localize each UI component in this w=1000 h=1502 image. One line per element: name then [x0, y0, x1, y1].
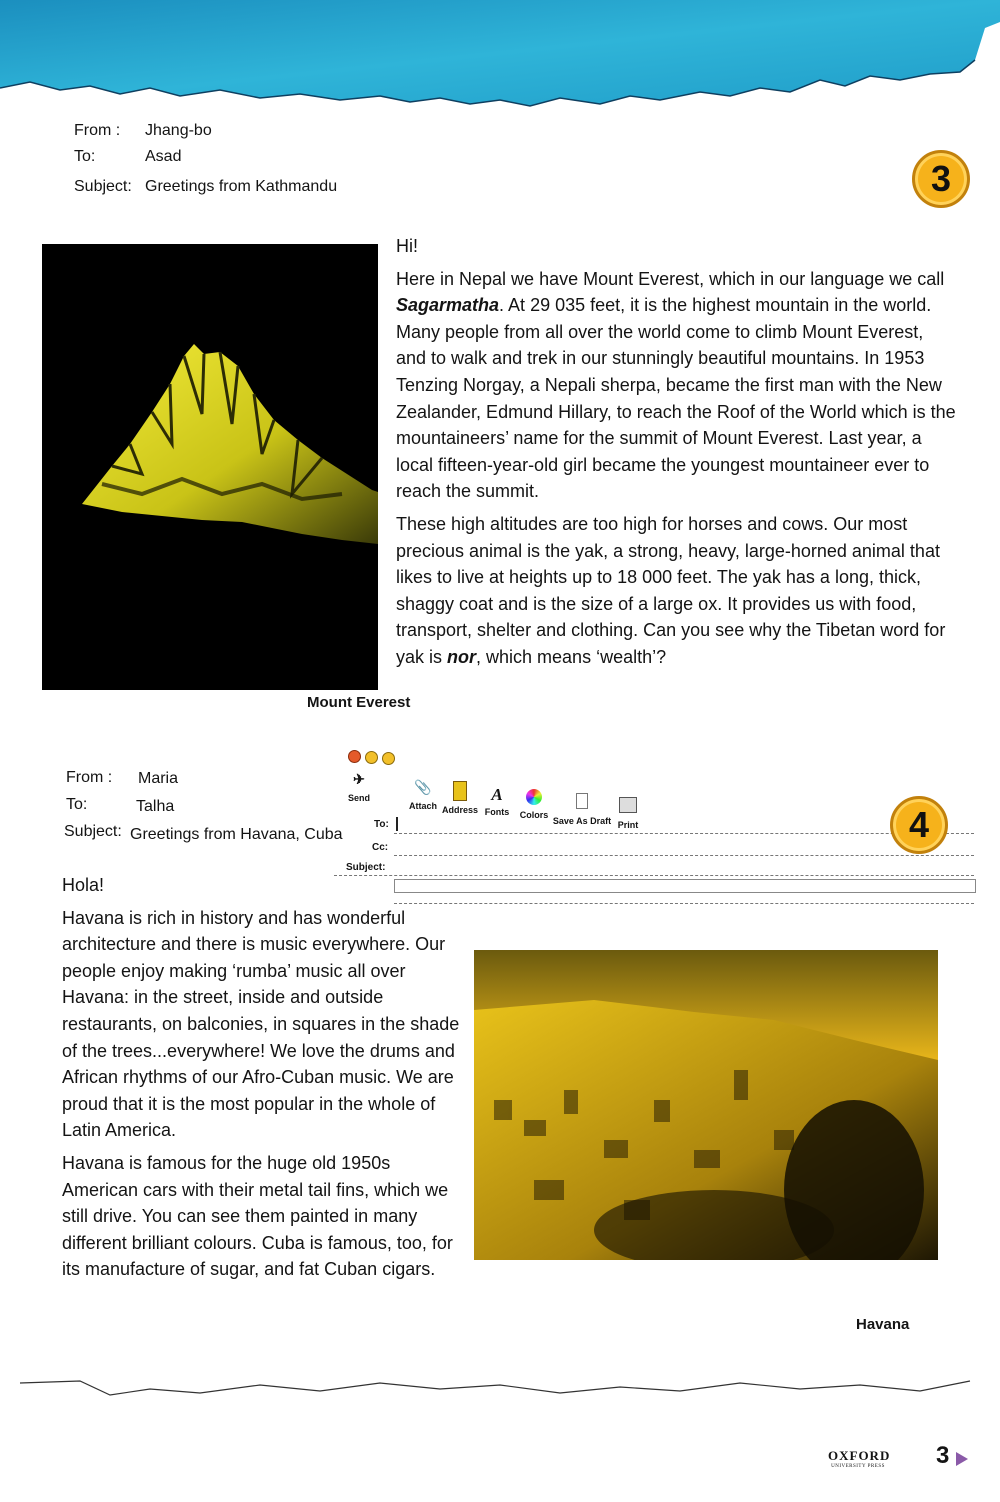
cc-field-line[interactable]: [394, 855, 974, 856]
email1-body: [396, 233, 956, 677]
send-icon: ✈: [353, 771, 365, 787]
email2-paragraph-1: Havana is rich in history and has wonderful architecture and there is music everywhere. Our people enjoy making ‘rumba’ music all over Havana: in the street, inside and outside restaurants, on balconies, in squares in the shade of the trees...everywhere! We love the drums and African rhythms of our Afro-Cuban music. We are proud that it is the most popular in the whole of Latin America.: [62, 907, 460, 1141]
section-number-badge-2: 4: [890, 796, 948, 854]
subject-label-2: Subject:: [64, 823, 122, 840]
to-value-2: Talha: [136, 798, 175, 815]
to-field-label: To:: [374, 819, 389, 830]
address-button[interactable]: Address: [440, 781, 480, 815]
page-number: 3: [936, 1442, 950, 1469]
email2-body: [62, 872, 462, 1289]
oxford-logo: [828, 1448, 891, 1469]
from-value-2: Maria: [138, 770, 179, 787]
to-field-line[interactable]: [394, 833, 974, 834]
to-field-cursor: [396, 817, 398, 831]
to-label: To:: [74, 148, 96, 165]
to-value: Asad: [145, 148, 182, 165]
torn-edge-line: [0, 1375, 1000, 1405]
havana-caption: Havana: [856, 1316, 910, 1333]
sky-banner: [0, 0, 1000, 120]
send-button[interactable]: ✈ Send: [342, 771, 376, 803]
draft-icon: [576, 793, 588, 809]
mount-everest-photo: [42, 244, 378, 690]
subject-value-2: Greetings from Havana, Cuba: [130, 826, 343, 843]
color-wheel-icon: [526, 789, 542, 805]
message-body-box[interactable]: [394, 879, 976, 893]
subject-field-label: Subject:: [346, 862, 386, 873]
printer-icon: [619, 797, 637, 813]
fonts-button[interactable]: A Fonts: [482, 785, 512, 817]
to-label-2: To:: [66, 796, 88, 813]
subject-label: Subject:: [74, 178, 132, 195]
from-value: Jhang-bo: [145, 122, 212, 139]
from-label-2: From :: [66, 769, 113, 786]
publisher-sub: UNIVERSITY PRESS: [831, 1464, 885, 1469]
save-as-draft-button[interactable]: Save As Draft: [552, 793, 612, 826]
email2-paragraph-2: Havana is famous for the huge old 1950s American cars with their metal tail fins, which we still drive. You can see them painted in many different brilliant colours. Cuba is famous, too, for its manufacture of sugar, and fat Cuban cigars.: [62, 1152, 453, 1280]
email2-greeting: Hola!: [62, 875, 105, 895]
subject-value: Greetings from Kathmandu: [145, 178, 338, 195]
email1-paragraph-1: Here in Nepal we have Mount Everest, which in our language we call Sagarmatha. At 29 035 feet, it is the highest mountain in the world. Many people from all over the world come to climb Mount Everest, and to walk and trek in our stunningly beautiful mountains. In 1953 Tenzing Norgay, a Nepali sherpa, became the first man with the New Zealander, Edmund Hillary, to reach the Roof of the World which is the mountaineers’ name for the summit of Mount Everest. Last year, a local fifteen-year-old girl became the youngest mountaineer ever to reach the summit.: [396, 268, 956, 502]
attach-button[interactable]: 📎 Attach: [404, 779, 442, 811]
print-button[interactable]: Print: [614, 797, 642, 830]
colors-button[interactable]: Colors: [516, 789, 552, 820]
window-close-dot[interactable]: [348, 750, 361, 763]
message-line: [394, 903, 974, 904]
email1-greeting: Hi!: [396, 236, 418, 256]
window-zoom-dot[interactable]: [382, 752, 395, 765]
window-minimize-dot[interactable]: [365, 751, 378, 764]
havana-photo: [474, 950, 938, 1260]
cc-field-label: Cc:: [372, 842, 389, 853]
next-page-arrow-icon[interactable]: [956, 1452, 968, 1466]
paperclip-icon: 📎: [414, 779, 432, 795]
mount-everest-caption: Mount Everest: [307, 694, 411, 711]
address-book-icon: [453, 781, 467, 801]
font-icon: A: [491, 785, 503, 804]
section-number-badge: 3: [912, 150, 970, 208]
email1-paragraph-2: These high altitudes are too high for horses and cows. Our most precious animal is the yak, a strong, heavy, large-horned animal that likes to live at heights up to 18 000 feet. The yak has a long, thick, shaggy coat and is the size of a large ox. It provides us with food, transport, shelter and clothing. Can you see why the Tibetan word for yak is nor, which means ‘wealth’?: [396, 513, 946, 667]
from-label: From :: [74, 122, 121, 139]
publisher-name: OXFORD: [828, 1448, 891, 1463]
